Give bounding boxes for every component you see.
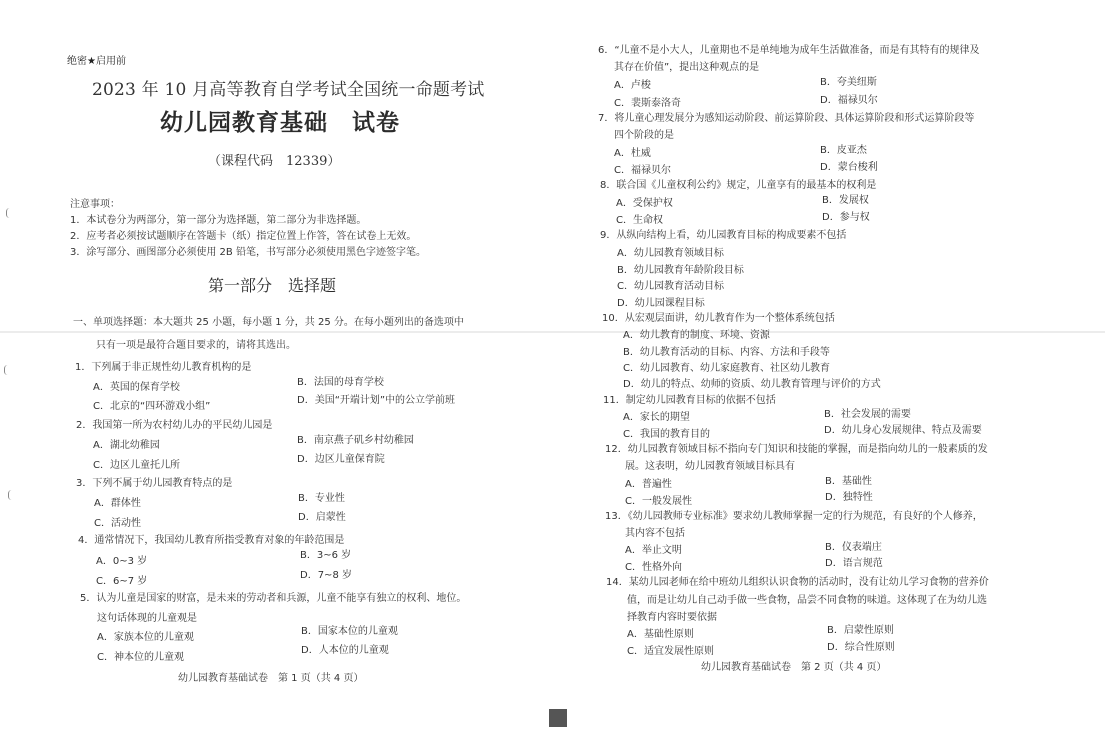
question-stem: 4．通常情况下，我国幼儿教育所指受教育对象的年龄范围是 [78,535,345,546]
option-c: C．幼儿园教育活动目标 [617,281,724,292]
page-footer: 幼儿园教育基础试卷 第 1 页（共 4 页） [178,673,364,684]
option-a: A．受保护权 [616,198,673,209]
question-stem: 10．从宏观层面讲，幼儿教育作为一个整体系统包括 [602,313,835,324]
question-stem: 5．认为儿童是国家的财富，是未来的劳动者和兵源，儿童不能享有独立的权利、地位。 [80,593,467,604]
option-c: C．性格外向 [625,562,682,573]
question-stem-cont: 择教育内容时要依据 [627,612,717,623]
punch-mark [6,208,13,218]
question-stem: 14．某幼儿园老师在给中班幼儿组织认识食物的活动时，没有让幼儿学习食物的营养价 [606,577,989,588]
option-d: D．综合性原则 [827,642,895,653]
option-d: D．幼儿园课程目标 [617,298,705,309]
confidential-label: 绝密★启用前 [67,56,126,67]
section-instructions-cont: 只有一项是最符合题目要求的，请将其选出。 [96,340,296,351]
question-stem: 6．“儿童不是小大人，儿童期也不是单纯地为成年生活做准备，而是有其特有的规律及 [598,45,980,56]
punch-mark [4,365,11,375]
option-d: D．人本位的儿童观 [301,645,389,656]
question-stem: 9．从纵向结构上看，幼儿园教育目标的构成要素不包括 [600,230,847,241]
option-b: B．发展权 [822,195,869,206]
question-stem: 1．下列属于非正规性幼儿教育机构的是 [75,362,252,373]
option-a: A．湖北幼稚园 [93,440,160,451]
scan-registration-mark [549,709,567,727]
option-b: B．3~6 岁 [300,550,352,561]
option-a: A．普遍性 [625,479,672,490]
option-c: C．边区儿童托儿所 [93,460,180,471]
option-d: D．蒙台梭利 [820,162,878,173]
option-b: B．专业性 [298,493,345,504]
question-stem-cont: 值，而是让幼儿自己动手做一些食物，品尝不同食物的味道。这体现了在为幼儿选 [627,595,987,606]
option-c: C．福禄贝尔 [614,165,671,176]
option-c: C．幼儿园教育、幼儿家庭教育、社区幼儿教育 [623,363,830,374]
option-a: A．卢梭 [614,80,651,91]
option-b: B．法国的母育学校 [297,377,384,388]
note-item: 2．应考者必须按试题顺序在答题卡（纸）指定位置上作答，答在试卷上无效。 [70,231,417,242]
note-item: 1．本试卷分为两部分，第一部分为选择题，第二部分为非选择题。 [70,215,367,226]
option-a: A．幼儿教育的制度、环境、资源 [623,330,770,341]
option-c: C．一般发展性 [625,496,692,507]
option-b: B．社会发展的需要 [824,409,911,420]
option-c: C．北京的“四环游戏小组” [93,401,211,412]
option-c: C．适宜发展性原则 [627,646,714,657]
option-a: A．基础性原则 [627,629,694,640]
option-b: B．幼儿教育活动的目标、内容、方法和手段等 [623,347,830,358]
question-stem-cont: 展。这表明，幼儿园教育领域目标具有 [625,461,795,472]
option-d: D．福禄贝尔 [820,95,878,106]
option-a: A．幼儿园教育领域目标 [617,248,724,259]
page-footer: 幼儿园教育基础试卷 第 2 页（共 4 页） [701,662,887,673]
option-c: C．神本位的儿童观 [97,652,184,663]
option-b: B．国家本位的儿童观 [301,626,398,637]
option-d: D．参与权 [822,212,870,223]
question-stem-cont: 其内容不包括 [625,528,685,539]
option-a: A．家长的期望 [623,412,690,423]
option-d: D．独特性 [825,492,873,503]
option-c: C．活动性 [94,518,141,529]
option-a: A．杜威 [614,148,651,159]
option-d: D．启蒙性 [298,512,346,523]
option-d: D．美国“开端计划”中的公立学前班 [297,395,456,406]
question-stem: 11．制定幼儿园教育目标的依据不包括 [603,395,776,406]
question-stem: 8．联合国《儿童权利公约》规定，儿童享有的最基本的权利是 [600,180,877,191]
question-stem: 2．我国第一所为农村幼儿办的平民幼儿园是 [76,420,273,431]
part-title: 第一部分 选择题 [208,276,337,295]
punch-mark [8,490,15,500]
notes-heading: 注意事项： [70,199,120,210]
question-stem: 13．《幼儿园教师专业标准》要求幼儿教师掌握一定的行为规范，有良好的个人修养， [605,511,983,522]
option-a: A．家族本位的儿童观 [97,632,194,643]
option-d: D．7~8 岁 [300,570,352,581]
option-b: B．南京燕子矶乡村幼稚园 [297,435,414,446]
option-d: D．幼儿身心发展规律、特点及需要 [824,425,982,436]
option-b: B．基础性 [825,476,872,487]
option-b: B．幼儿园教育年龄阶段目标 [617,265,744,276]
option-b: B．夸美纽斯 [820,77,877,88]
paper-title: 幼儿园教育基础 试卷 [160,110,400,136]
option-d: D．语言规范 [825,558,883,569]
option-d: D．边区儿童保育院 [297,454,385,465]
question-stem: 3．下列不属于幼儿园教育特点的是 [76,478,233,489]
option-d: D．幼儿的特点、幼师的资质、幼儿教育管理与评价的方式 [623,379,881,390]
option-b: B．皮亚杰 [820,145,867,156]
question-stem-cont: 四个阶段的是 [614,130,674,141]
note-item: 3．涂写部分、画图部分必须使用 2B 铅笔，书写部分必须使用黑色字迹签字笔。 [70,247,426,258]
question-stem-cont: 其存在价值”，提出这种观点的是 [614,62,760,73]
question-stem-cont: 这句话体现的儿童观是 [97,613,197,624]
option-c: C．生命权 [616,215,663,226]
option-a: A．群体性 [94,498,141,509]
course-code: （课程代码 12339） [208,154,341,169]
option-c: C．6~7 岁 [96,576,148,587]
option-b: B．仪表端庄 [825,542,882,553]
option-a: A．英国的保育学校 [93,382,180,393]
section-instructions: 一、单项选择题：本大题共 25 小题，每小题 1 分，共 25 分。在每小题列出的备选项中 [73,317,464,328]
option-c: C．裴斯泰洛奇 [614,98,681,109]
exam-title: 2023 年 10 月高等教育自学考试全国统一命题考试 [92,80,485,100]
option-b: B．启蒙性原则 [827,625,894,636]
option-a: A．0~3 岁 [96,556,148,567]
option-c: C．我国的教育目的 [623,429,710,440]
question-stem: 7．将儿童心理发展分为感知运动阶段、前运算阶段、具体运算阶段和形式运算阶段等 [598,113,975,124]
scan-fold-line [0,331,1105,333]
option-a: A．举止文明 [625,545,682,556]
question-stem: 12．幼儿园教育领域目标不指向专门知识和技能的掌握，而是指向幼儿的一般素质的发 [605,444,988,455]
